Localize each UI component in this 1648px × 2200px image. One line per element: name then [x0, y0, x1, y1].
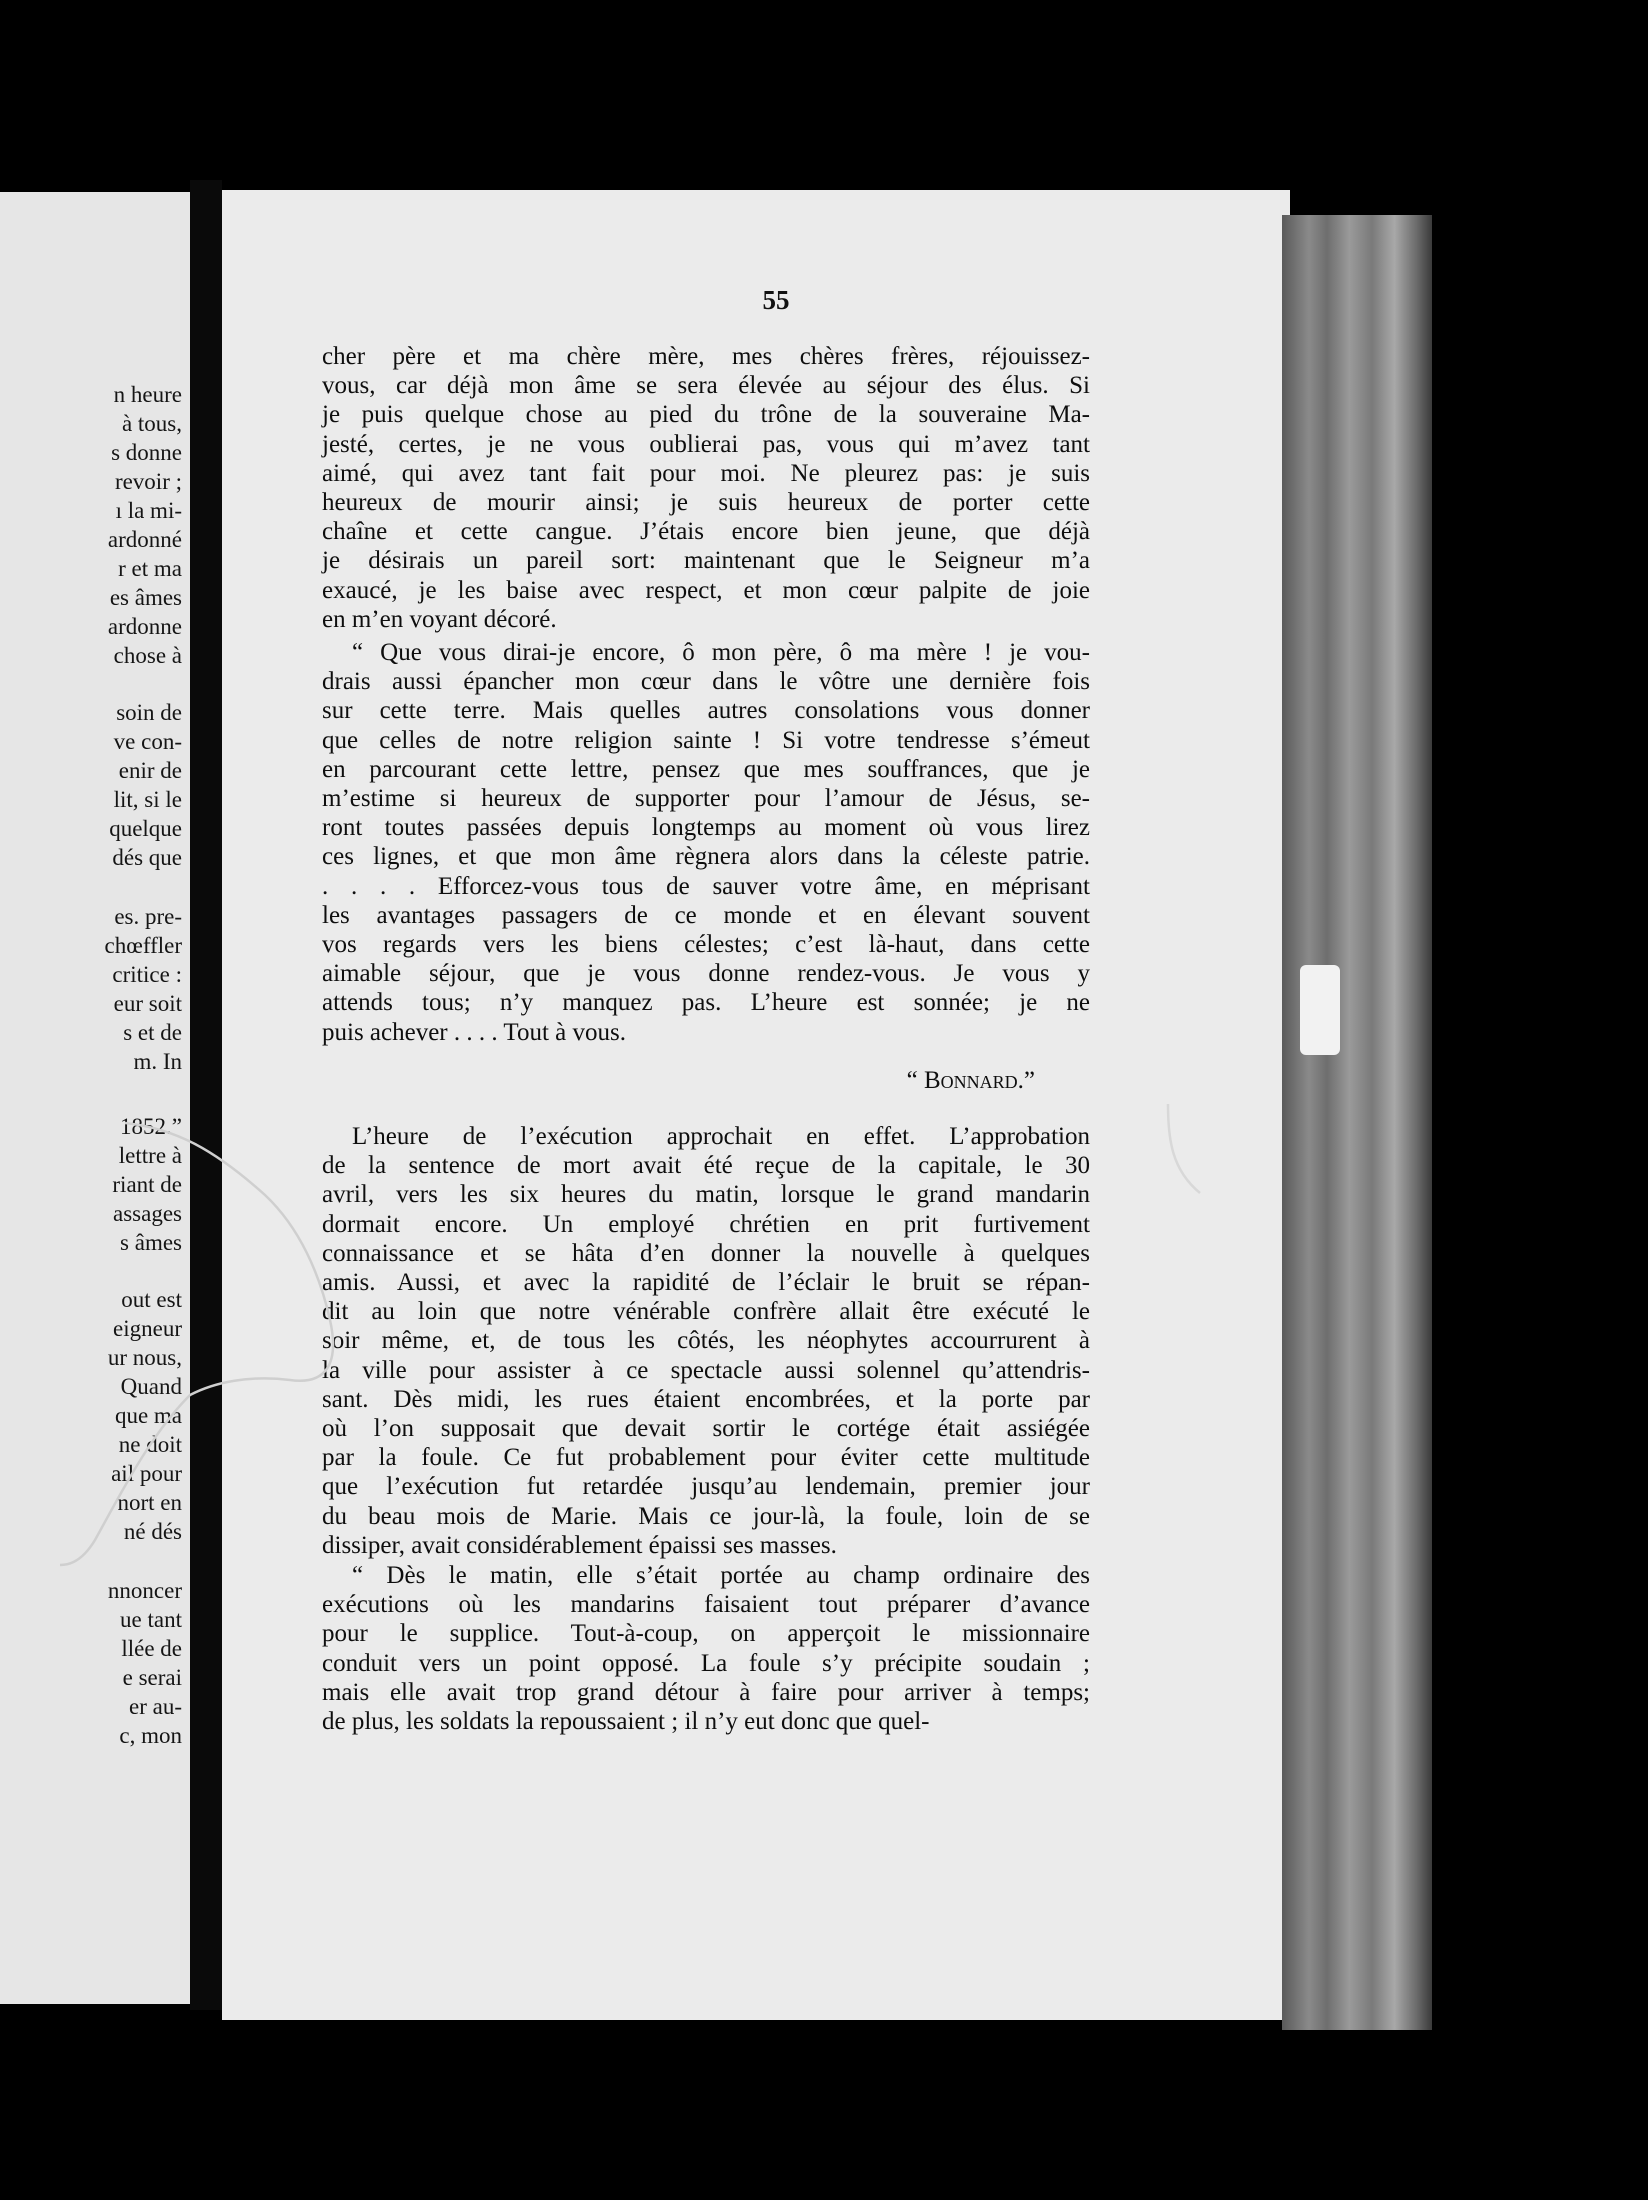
- text-line: “ Dès le matin, elle s’était portée au champ ordinaire des: [352, 1562, 1090, 1589]
- text-line: que celles de notre religion sainte ! Si votre tendresse s’émeut: [322, 726, 1090, 754]
- left-page-line-fragment: r et ma: [118, 556, 182, 581]
- text-line: chaîne et cette cangue. J’étais encore bien jeune, que déjà: [322, 518, 1090, 546]
- left-page-line-fragment: quelque: [109, 816, 182, 841]
- left-page-line-fragment: s donne: [111, 440, 182, 465]
- left-page-line-fragment: out est: [121, 1287, 182, 1312]
- text-line: dit au loin que notre vénérable confrère allait être exécuté le: [322, 1298, 1090, 1326]
- left-page-line-fragment: né dés: [123, 1519, 182, 1544]
- text-line: jesté, certes, je ne vous oublierai pas, vous qui m’avez tant: [322, 430, 1090, 458]
- text-line: cher père et ma chère mère, mes chères frères, réjouissez-: [322, 343, 1090, 370]
- text-line: de la sentence de mort avait été reçue de la capitale, le 30: [322, 1152, 1090, 1180]
- left-page-line-fragment: enir de: [118, 758, 182, 783]
- text-line: pour le supplice. Tout-à-coup, on apperçoit le missionnaire: [322, 1620, 1090, 1648]
- left-page-line-fragment: s âmes: [120, 1230, 182, 1255]
- left-page-line-fragment: m. In: [133, 1049, 182, 1074]
- text-line: vous, car déjà mon âme se sera élevée au séjour des élus. Si: [322, 372, 1090, 400]
- left-page-line-fragment: e serai: [122, 1665, 182, 1690]
- left-page-line-fragment: ne doit: [118, 1432, 182, 1457]
- text-line: en m’en voyant décoré.: [322, 605, 557, 633]
- left-page-line-fragment: Quand: [120, 1374, 182, 1399]
- text-line: aimé, qui avez tant fait pour moi. Ne pleurez pas: je suis: [322, 459, 1090, 487]
- text-line: dissiper, avait considérablement épaissi ses masses.: [322, 1531, 837, 1559]
- text-line: sur cette terre. Mais quelles autres consolations vous donner: [322, 697, 1090, 725]
- left-page-line-fragment: eur soit: [113, 991, 182, 1016]
- text-line: où l’on supposait que devait sortir le cortége était assiégée: [322, 1415, 1090, 1442]
- text-line: conduit vers un point opposé. La foule s’y précipite soudain ;: [322, 1649, 1090, 1677]
- left-page-line-fragment: soin de: [116, 700, 182, 725]
- text-line: m’estime si heureux de supporter pour l’amour de Jésus, se-: [322, 785, 1090, 812]
- page-number: 55: [762, 285, 790, 315]
- left-page-line-fragment: es. pre-: [114, 904, 182, 929]
- left-page-line-fragment: ardonné: [107, 527, 182, 552]
- text-line: avril, vers les six heures du matin, lorsque le grand mandarin: [322, 1181, 1090, 1209]
- text-line: aimable séjour, que je vous donne rendez-vous. Je vous y: [322, 960, 1090, 988]
- left-page-line-fragment: llée de: [121, 1636, 182, 1661]
- text-line: du beau mois de Marie. Mais ce jour-là, la foule, loin de se: [322, 1502, 1090, 1530]
- text-line: exécutions où les mandarins faisaient tout préparer d’avance: [322, 1591, 1090, 1619]
- left-page-line-fragment: assages: [113, 1201, 182, 1226]
- text-line: connaissance et se hâta d’en donner la nouvelle à quelques: [322, 1239, 1090, 1267]
- text-line: que l’exécution fut retardée jusqu’au lendemain, premier jour: [322, 1473, 1090, 1501]
- left-page-line-fragment: ail pour: [111, 1461, 182, 1486]
- left-page-line-fragment: ardonne: [107, 614, 182, 639]
- left-page-line-fragment: eigneur: [113, 1316, 182, 1341]
- left-page-line-fragment: ı la mi-: [115, 498, 182, 523]
- text-line: en parcourant cette lettre, pensez que mes souffrances, que je: [322, 755, 1090, 783]
- left-page-line-fragment: chœffler: [104, 933, 182, 958]
- text-line: ront toutes passées depuis longtemps au moment où vous lirez: [322, 814, 1090, 842]
- left-page-line-fragment: lettre à: [118, 1143, 182, 1168]
- text-line: amis. Aussi, et avec la rapidité de l’éclair le bruit se répan-: [322, 1269, 1090, 1296]
- left-page-line-fragment: c, mon: [119, 1723, 182, 1748]
- left-page-line-fragment: que ma: [114, 1403, 182, 1428]
- text-line: de plus, les soldats la repoussaient ; il n’y eut donc que quel-: [322, 1708, 930, 1735]
- text-line: les avantages passagers de ce monde et en élevant souvent: [322, 901, 1090, 929]
- text-line: L’heure de l’exécution approchait en effet. L’approbation: [352, 1123, 1090, 1150]
- left-page-line-fragment: à tous,: [121, 411, 182, 436]
- text-line: la ville pour assister à ce spectacle aussi solennel qu’attendris-: [322, 1356, 1090, 1384]
- left-page-line-fragment: riant de: [112, 1172, 182, 1197]
- left-page-line-fragment: er au-: [129, 1694, 182, 1719]
- left-page-line-fragment: ur nous,: [107, 1345, 182, 1370]
- left-page-line-fragment: es âmes: [109, 585, 182, 610]
- text-line: puis achever . . . . Tout à vous.: [322, 1018, 626, 1046]
- text-line: dormait encore. Un employé chrétien en prit furtivement: [322, 1210, 1090, 1238]
- text-line: exaucé, je les baise avec respect, et mon cœur palpite de joie: [322, 576, 1090, 604]
- text-line: vos regards vers les biens célestes; c’est là-haut, dans cette: [322, 931, 1090, 958]
- text-line: par la foule. Ce fut probablement pour éviter cette multitude: [322, 1444, 1090, 1472]
- text-line: . . . . Efforcez-vous tous de sauver votre âme, en méprisant: [322, 872, 1090, 900]
- left-page-line-fragment: ue tant: [120, 1607, 182, 1632]
- text-line: drais aussi épancher mon cœur dans le vôtre une dernière fois: [322, 668, 1090, 696]
- left-page-line-fragment: n heure: [113, 382, 182, 407]
- left-page-line-fragment: revoir ;: [114, 469, 182, 494]
- letter-signature: “ Bonnard.”: [906, 1067, 1035, 1094]
- text-line: je désirais un pareil sort: maintenant que le Seigneur m’a: [322, 547, 1090, 575]
- text-line: mais elle avait trop grand détour à faire pour arriver à temps;: [322, 1678, 1090, 1706]
- text-line: ces lignes, et que mon âme règnera alors dans la céleste patrie.: [322, 843, 1090, 871]
- text-line: attends tous; n’y manquez pas. L’heure est sonnée; je ne: [322, 989, 1090, 1017]
- left-page-line-fragment: dés que: [112, 845, 182, 870]
- text-line: heureux de mourir ainsi; je suis heureux de porter cette: [322, 489, 1090, 516]
- left-page-line-fragment: 1852.”: [120, 1114, 182, 1139]
- text-line: sant. Dès midi, les rues étaient encombrées, et la porte par: [322, 1385, 1090, 1413]
- left-page-line-fragment: nort en: [117, 1490, 182, 1515]
- text-line: je puis quelque chose au pied du trône de la souveraine Ma-: [322, 401, 1090, 429]
- left-page-line-fragment: s et de: [123, 1020, 182, 1045]
- text-line: “ Que vous dirai-je encore, ô mon père, ô ma mère ! je vou-: [352, 639, 1090, 666]
- left-page-line-fragment: ve con-: [113, 729, 182, 754]
- text-line: soir même, et, de tous les côtés, les néophytes accourrurent à: [322, 1327, 1090, 1355]
- left-page-line-fragment: chose à: [113, 643, 182, 668]
- left-page-line-fragment: lit, si le: [113, 787, 182, 812]
- left-page-line-fragment: nnoncer: [107, 1578, 182, 1603]
- left-page-line-fragment: critice :: [112, 962, 182, 987]
